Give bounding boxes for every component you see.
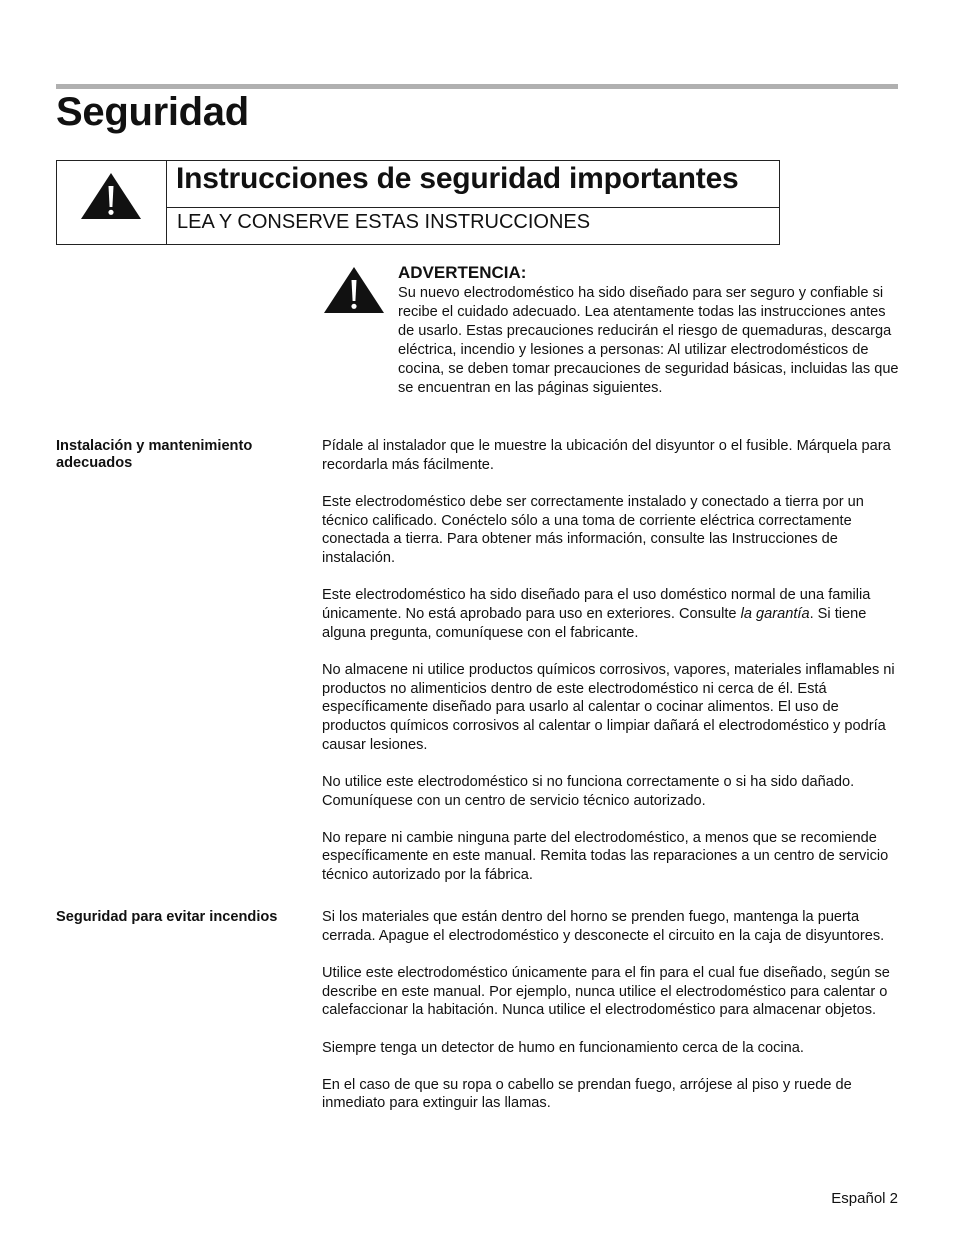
paragraph: No repare ni cambie ninguna parte del electrodoméstico, a menos que se recomiende específicamente en este manual. Remita todas las reparaciones a un centro de servicio técnico autorizado por la fábrica. — [322, 829, 889, 884]
section-body-fire-safety — [322, 908, 902, 1132]
paragraph: Si los materiales que están dentro del horno se prenden fuego, mantenga la puerta cerrada. Apague el electrodoméstico y desconecte el circuito en la caja de disyuntores. — [322, 909, 885, 944]
paragraph: Utilice este electrodoméstico únicamente para el fin para el cual fue diseñado, según se describe en este manual. Por ejemplo, nunca utilice el electrodoméstico para calentar o calefaccionar la habitación. Nunca utilice el electrodoméstico para almacenar objetos. — [322, 964, 890, 1019]
paragraph: En el caso de que su ropa o cabello se prendan fuego, arrójese al piso y ruede de inmediato para extinguir las llamas. — [322, 1076, 852, 1112]
warning-text: Su nuevo electrodoméstico ha sido diseñado para ser seguro y confiable si recibe el cuidado adecuado. Lea atentamente todas las instrucciones antes de usarlo. Estas precauciones reducirán el riesgo de quemaduras, descarga eléctrica, incendio y lesiones a personas: Al utilizar electrodomésticos de cocina, se deben tomar precauciones de seguridad básicas, incluidas las que se encuentran en las páginas siguientes. — [398, 285, 899, 396]
paragraph: No almacene ni utilice productos químicos corrosivos, vapores, materiales inflamables ni productos no alimenticios dentro de este electrodoméstico ni cerca de él. Está específicamente diseñado para usarlo al calentar o cocinar alimentos. El uso de productos químicos corrosivos al calentar o limpiar dañará el electrodoméstico y podría causar lesiones. — [322, 661, 895, 753]
safety-header-box — [56, 160, 780, 245]
paragraph: Este electrodoméstico debe ser correctamente instalado y conectado a tierra por un técnico calificado. Conéctelo sólo a una toma de corriente eléctrica correctamente conectada a tierra. Para obtener más información, consulte las Instrucciones de instalación. — [322, 493, 864, 567]
paragraph — [322, 586, 902, 642]
header-subtitle: LEA Y CONSERVE ESTAS INSTRUCCIONES — [177, 211, 591, 233]
paragraph-text: . Si tiene alguna pregunta, comuníquese con el fabricante. — [322, 605, 867, 641]
page-number: Español 2 — [831, 1190, 898, 1207]
warning-title: ADVERTENCIA: — [398, 263, 527, 282]
page-title: Seguridad — [56, 90, 249, 134]
section-label-installation: Instalación y mantenimiento adecuados — [56, 438, 253, 471]
header-icon-cell — [57, 161, 167, 244]
top-rule — [56, 84, 898, 89]
paragraph: Pídale al instalador que le muestre la ubicación del disyuntor o el fusible. Márquela para recordarla más fácilmente. — [322, 438, 891, 473]
warning-block — [398, 263, 900, 397]
paragraph: No utilice este electrodoméstico si no funciona correctamente o si ha sido dañado. Comuníquese con un centro de servicio técnico autorizado. — [322, 773, 855, 809]
warning-triangle-icon — [80, 172, 142, 220]
warning-triangle-icon — [323, 266, 385, 314]
section-body-installation — [322, 437, 902, 903]
paragraph: Siempre tenga un detector de humo en funcionamiento cerca de la cocina. — [322, 1039, 804, 1056]
paragraph-text: Este electrodoméstico ha sido diseñado para el uso doméstico normal de una familia únicamente. No está aprobado para uso en exteriores. Consulte — [322, 587, 871, 622]
warranty-reference: la garantía — [740, 605, 810, 622]
header-title: Instrucciones de seguridad importantes — [176, 162, 739, 195]
header-title-cell — [167, 161, 779, 208]
section-label-fire-safety: Seguridad para evitar incendios — [56, 909, 278, 925]
